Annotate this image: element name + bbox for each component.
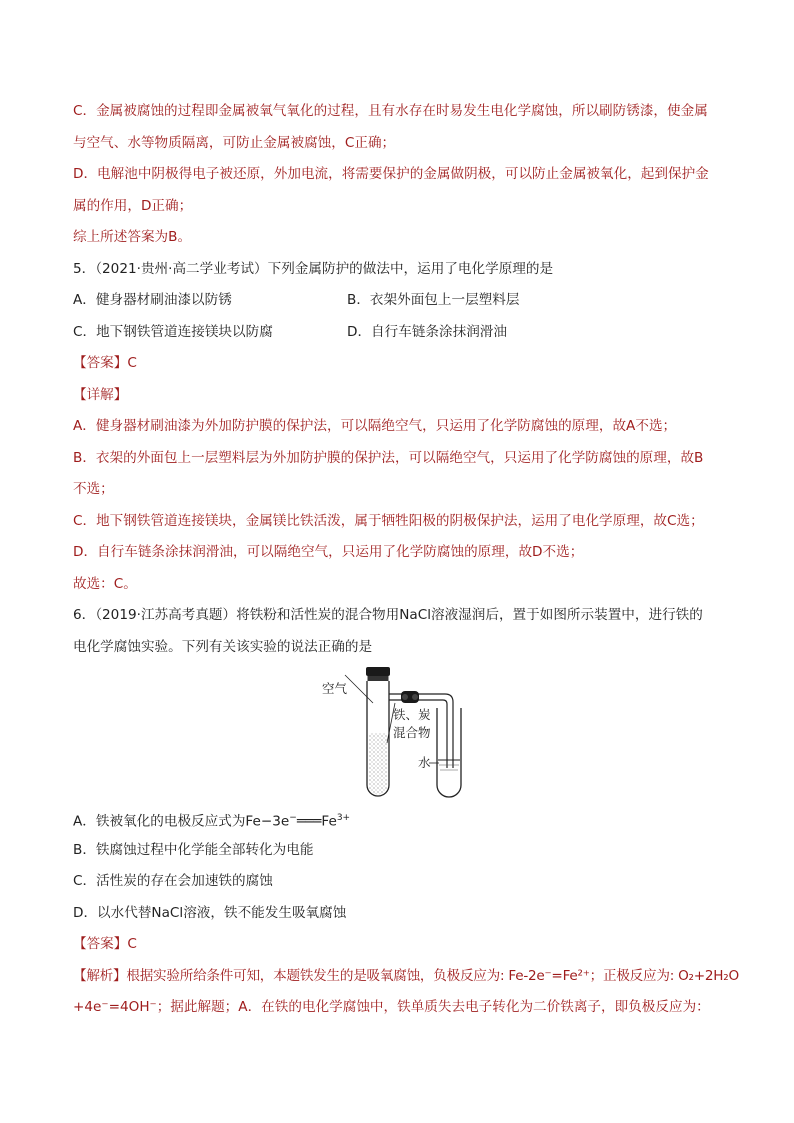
q6-analysis-line1: 【解析】根据实验所给条件可知，本题铁发生的是吸氧腐蚀，负极反应为: Fe-2e⁻=Fe²⁺；正极反应为: O₂+2H₂O: [73, 967, 739, 984]
document-content: [73, 96, 739, 1024]
q5-detail-b-line2: 不选；: [73, 481, 114, 497]
prev-explanation-d-line1: D．电解池中阴极得电子被还原，外加电流，将需要保护的金属做阴极，可以防止金属被氧化，起到保护金: [73, 166, 709, 182]
q5-option-b: B．衣架外面包上一层塑料层: [347, 292, 520, 308]
q6-option-b: B．铁腐蚀过程中化学能全部转化为电能: [73, 841, 314, 858]
label-mixture-1: 铁、炭: [393, 707, 431, 722]
q5-options-row-2: [73, 317, 733, 349]
label-mixture-2: 混合物: [393, 725, 431, 740]
q5-conclusion: 故选：C。: [73, 575, 137, 592]
connector-knob-right: [412, 694, 418, 700]
q6-answer-label: 【答案】: [73, 936, 128, 952]
q6-option-a-sup2: 3+: [336, 813, 351, 823]
apparatus-figure: [73, 663, 733, 803]
stopper-bottom: [368, 676, 389, 681]
q6-option-a: [73, 803, 733, 835]
q5-option-c: C．地下钢铁管道连接镁块以防腐: [73, 323, 273, 340]
q6-answer-value: C: [127, 936, 137, 952]
q6-option-a-mid: ═══Fe: [296, 813, 337, 830]
q5-answer-label: 【答案】: [73, 355, 128, 371]
q6-stem-line2: 电化学腐蚀实验。下列有关该实验的说法正确的是: [73, 638, 373, 655]
q6-answer: [73, 929, 733, 961]
q5-answer: [73, 348, 733, 380]
connector-knob-left: [402, 694, 408, 700]
q5-option-d: D．自行车链条涂抹润滑油: [347, 323, 507, 340]
q5-options-row-1: [73, 285, 733, 317]
prev-explanation-d-line2: 属的作用，D正确；: [73, 197, 193, 214]
q5-detail-label: 【详解】: [73, 386, 128, 403]
water-tube: [437, 708, 461, 797]
q6-stem-line1: 6．（2019·江苏高考真题）将铁粉和活性炭的混合物用NaCl溶液湿润后，置于如图所示装置中，进行铁的: [73, 607, 703, 623]
q6-option-c: C．活性炭的存在会加速铁的腐蚀: [73, 873, 273, 889]
label-water: 水: [418, 755, 431, 770]
q5-detail-d: D．自行车链条涂抹润滑油，可以隔绝空气，只运用了化学防腐蚀的原理，故D不选；: [73, 544, 584, 560]
q6-option-a-sup1: −: [289, 813, 297, 823]
q5-detail-a: A．健身器材刷油漆为外加防护膜的保护法，可以隔绝空气，只运用了化学防腐蚀的原理，故A不选；: [73, 418, 677, 434]
prev-explanation-c-line2: 与空气、水等物质隔离，可防止金属被腐蚀，C正确；: [73, 134, 396, 151]
label-air: 空气: [322, 681, 348, 696]
q6-analysis-line2: +4e⁻=4OH⁻；据此解题；A．在铁的电化学腐蚀中，铁单质失去电子转化为二价铁离子，即负极反应为：: [73, 999, 710, 1015]
q6-option-a-prefix: A．铁被氧化的电极反应式为Fe−3e: [73, 813, 290, 830]
stopper-top: [366, 667, 390, 676]
q5-answer-value: C: [127, 355, 137, 371]
q5-detail-c: C．地下钢铁管道连接镁块，金属镁比铁活泼，属于牺牲阳极的阴极保护法，运用了电化学原理，故C选；: [73, 512, 704, 529]
q5-option-a: A．健身器材刷油漆以防锈: [73, 292, 232, 308]
q6-option-d: D．以水代替NaCl溶液，铁不能发生吸氧腐蚀: [73, 904, 347, 921]
prev-explanation-c-line1: C．金属被腐蚀的过程即金属被氧气氧化的过程，且有水存在时易发生电化学腐蚀，所以刷防锈漆，使金属: [73, 103, 708, 119]
q5-stem: 5．（2021·贵州·高二学业考试）下列金属防护的做法中，运用了电化学原理的是: [73, 260, 554, 277]
q5-detail-b-line1: B．衣架的外面包上一层塑料层为外加防护膜的保护法，可以隔绝空气，只运用了化学防腐蚀的原理，故B: [73, 449, 704, 466]
prev-explanation-summary: 综上所述答案为B。: [73, 229, 192, 245]
iron-carbon-mixture: [369, 733, 388, 795]
